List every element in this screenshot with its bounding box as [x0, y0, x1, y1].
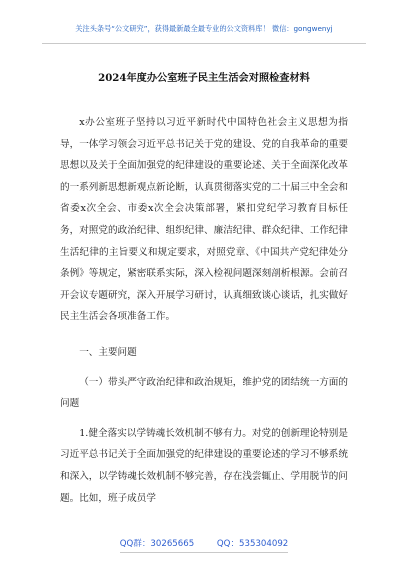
- header-divider: [42, 43, 366, 44]
- document-body: [60, 112, 348, 509]
- footer-contact: [0, 537, 408, 549]
- section-heading: 一、主要问题: [79, 346, 137, 358]
- footer-divider: [120, 552, 288, 553]
- body-paragraph: 1.健全落实以学铸魂长效机制不够有力。对党的创新理论特别是习近平总书记关于全面加强党的纪律建设的重要论述的学习不够系统和深入，以学铸魂长效机制不够完善，存在浅尝辄止、学用脱节的问题。比如，班子成员学: [60, 427, 348, 504]
- footer-qq-number: QQ：535304092: [216, 539, 289, 549]
- header-notice: 关注头条号“公文研究”，获得最新最全最专业的公文资料库！ 微信：gongwenyj: [75, 24, 333, 33]
- intro-paragraph: x办公室班子坚持以习近平新时代中国特色社会主义思想为指导，一体学习领会习近平总书记关于党的建设、党的自我革命的重要思想以及关于全面加强党的纪律建设的重要论述、关于全面深化改革的一系列新思想新观点新论断，认真贯彻落实党的二十届三中全会和省委x次全会、市委x次全会决策部署，紧扣党纪学习教育目标任务，对照党的政治纪律、组织纪律、廉洁纪律、群众纪律、工作纪律生活纪律的主旨要义和规定要求，对照党章、《中国共产党纪律处分条例》等规定，紧密联系实际，深入检视问题深刻剖析根源。会前召开会议专题研究，深入开展学习研讨，认真细致谈心谈话，扎实做好民主生活会各项准备工作。: [60, 117, 348, 323]
- footer-qq-group: QQ群：30265665: [119, 539, 195, 549]
- document-title: 2024年度办公室班子民主生活会对照检查材料: [98, 72, 310, 84]
- subsection-heading: （一）带头严守政治纪律和政治规矩，维护党的团结统一方面的问题: [60, 376, 348, 410]
